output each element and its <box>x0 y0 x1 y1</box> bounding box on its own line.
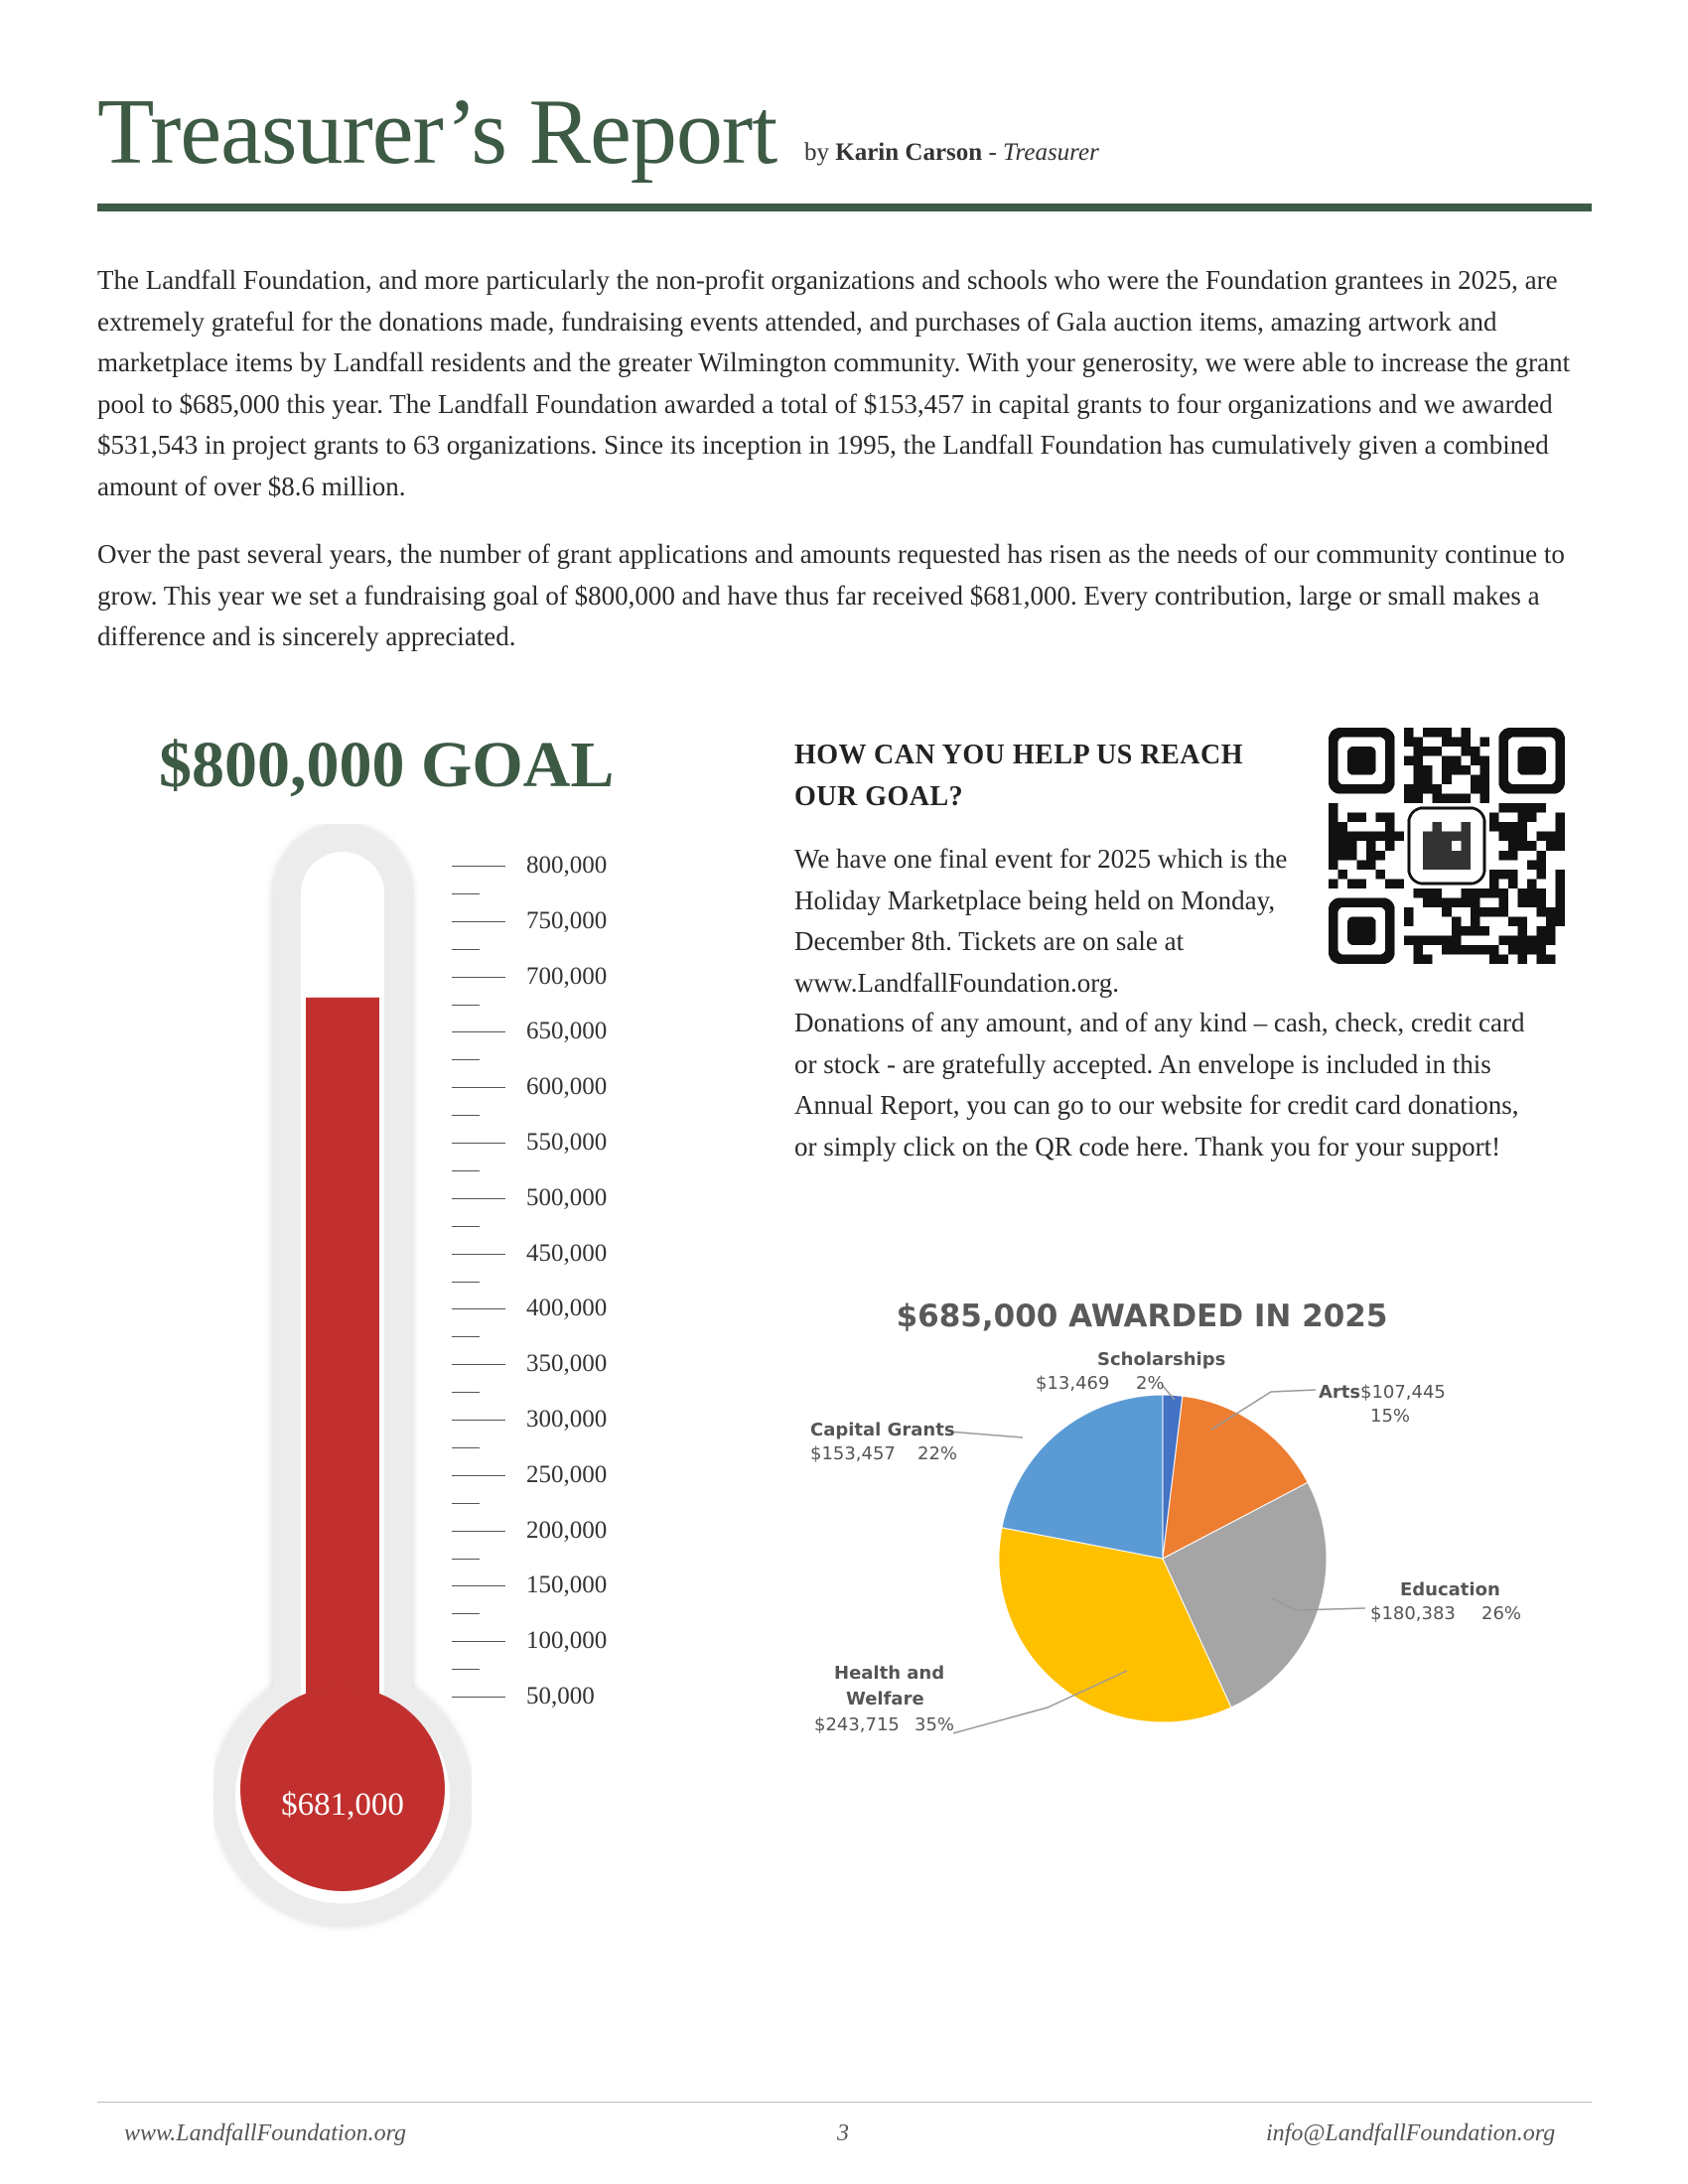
help-donation-text: Donations of any amount, and of any kind – cash, check, credit card or stock - are gratefully accepted. An envelope is included in this Annual Report, you can go to our website for credit card donations, or simply click on the QR code here. Thank you for your support! <box>794 1008 1525 1161</box>
author-name: Karin Carson <box>835 139 983 166</box>
footer-website-link[interactable]: www.LandfallFoundation.org <box>124 2120 407 2146</box>
scale-label: 650,000 <box>526 1018 608 1045</box>
qr-finder <box>1347 747 1376 775</box>
scale-label: 750,000 <box>526 906 608 934</box>
label-health-name-2: Welfare <box>846 1689 924 1709</box>
scale-label: 500,000 <box>526 1183 608 1211</box>
pie-title: $685,000 AWARDED IN 2025 <box>896 1298 1388 1334</box>
scale-minor-tick <box>452 1282 480 1283</box>
donation-qr-code[interactable] <box>1329 728 1565 964</box>
scale-minor-tick <box>452 949 480 950</box>
scale-label: 550,000 <box>526 1129 608 1156</box>
scale-label: 100,000 <box>526 1627 608 1655</box>
label-health-amount: $243,715 <box>814 1714 900 1735</box>
scale-tick <box>452 1697 505 1698</box>
scale-label: 250,000 <box>526 1460 608 1488</box>
label-education-amount: $180,383 <box>1370 1603 1456 1624</box>
help-event-text: We have one final event for 2025 which is the Holiday Marketplace being held on Monday, December 8th. Tickets are on sale at www.LandfallFoundation.org. <box>794 844 1288 998</box>
scale-label: 450,000 <box>526 1239 608 1267</box>
scale-label: 300,000 <box>526 1406 608 1433</box>
label-arts-name: Arts <box>1319 1382 1361 1403</box>
label-scholarships-amount: $13,469 <box>1036 1373 1110 1394</box>
qr-finder <box>1517 747 1546 775</box>
label-education-name: Education <box>1400 1579 1500 1600</box>
scale-label: 400,000 <box>526 1295 608 1322</box>
footer-email-link[interactable]: info@LandfallFoundation.org <box>1266 2120 1556 2146</box>
footer-rule <box>97 2102 1592 2103</box>
thermometer <box>213 824 472 1946</box>
scale-minor-tick <box>452 1447 480 1448</box>
scale-tick <box>452 1254 505 1255</box>
scale-minor-tick <box>452 1503 480 1504</box>
byline <box>804 139 1099 167</box>
scale-tick <box>452 1198 505 1199</box>
leader-capital <box>948 1432 1023 1437</box>
label-capital-name: Capital Grants <box>810 1420 955 1440</box>
label-capital-percent: 22% <box>917 1443 958 1464</box>
scale-minor-tick <box>452 1059 480 1060</box>
scale-label: 200,000 <box>526 1516 608 1544</box>
scale-label: 50,000 <box>526 1683 595 1709</box>
qr-finder <box>1347 916 1376 945</box>
author-role: Treasurer <box>1003 139 1099 166</box>
scale-minor-tick <box>452 1613 480 1614</box>
scale-tick <box>452 1308 505 1309</box>
label-education-percent: 26% <box>1481 1603 1522 1624</box>
label-capital-amount: $153,457 <box>810 1443 896 1464</box>
label-arts-amount: $107,445 <box>1360 1382 1446 1403</box>
scale-minor-tick <box>452 1226 480 1227</box>
label-arts-percent: 15% <box>1370 1406 1411 1427</box>
scale-tick <box>452 1364 505 1365</box>
scale-tick <box>452 1641 505 1642</box>
scale-tick <box>452 1420 505 1421</box>
goal-title: $800,000 GOAL <box>159 729 615 801</box>
page-number: 3 <box>837 2120 849 2146</box>
scale-tick <box>452 1031 505 1032</box>
label-scholarships-percent: 2% <box>1136 1373 1165 1394</box>
raised-amount: $681,000 <box>281 1787 404 1823</box>
goal-paragraph: Over the past several years, the number of grant applications and amounts requested has risen as the needs of our community continue to grow. This year we set a fundraising goal of $800,000 and have thus far received $681,000. Every contribution, large or small makes a difference and is sincerely appreciated. <box>97 539 1565 651</box>
scale-label: 600,000 <box>526 1073 608 1101</box>
scale-minor-tick <box>452 1005 480 1006</box>
scale-minor-tick <box>452 1115 480 1116</box>
scale-tick <box>452 1143 505 1144</box>
scale-tick <box>452 1087 505 1088</box>
scale-tick <box>452 1475 505 1476</box>
scale-minor-tick <box>452 1336 480 1337</box>
scale-tick <box>452 866 505 867</box>
label-health-name-1: Health and <box>834 1663 945 1684</box>
scale-label: 800,000 <box>526 852 608 879</box>
scale-minor-tick <box>452 1559 480 1560</box>
byline-separator: - <box>988 139 997 166</box>
label-health-percent: 35% <box>914 1714 955 1735</box>
help-heading: HOW CAN YOU HELP US REACH OUR GOAL? <box>794 740 1243 812</box>
scale-label: 350,000 <box>526 1350 608 1378</box>
scale-label: 150,000 <box>526 1571 608 1599</box>
header-rule <box>97 204 1592 211</box>
scale-tick <box>452 1585 505 1586</box>
byline-prefix: by <box>804 139 829 166</box>
label-scholarships-name: Scholarships <box>1097 1349 1226 1370</box>
intro-paragraph: The Landfall Foundation, and more particularly the non-profit organizations and schools who were the Foundation grantees in 2025, are extremely grateful for the donations made, fundraising events attended, and purchases of Gala auction items, amazing artwork and marketplace items by Landfall residents and the greater Wilmington community. With your generosity, we were able to increase the grant pool to $685,000 this year. The Landfall Foundation awarded a total of $153,457 in capital grants to four organizations and we awarded $531,543 in project grants to 63 organizations. Since its inception in 1995, the Landfall Foundation has cumulatively given a combined amount of over $8.6 million. <box>97 265 1571 501</box>
scale-label: 700,000 <box>526 962 608 990</box>
page-title: Treasurer’s Report <box>97 80 777 184</box>
scale-minor-tick <box>452 1392 480 1393</box>
scale-tick <box>452 921 505 922</box>
scale-minor-tick <box>452 1669 480 1670</box>
scale-tick <box>452 1531 505 1532</box>
scale-minor-tick <box>452 1170 480 1171</box>
awards-pie-chart <box>794 1330 1549 1787</box>
thermometer-mercury <box>306 998 379 1789</box>
scale-tick <box>452 977 505 978</box>
scale-minor-tick <box>452 893 480 894</box>
